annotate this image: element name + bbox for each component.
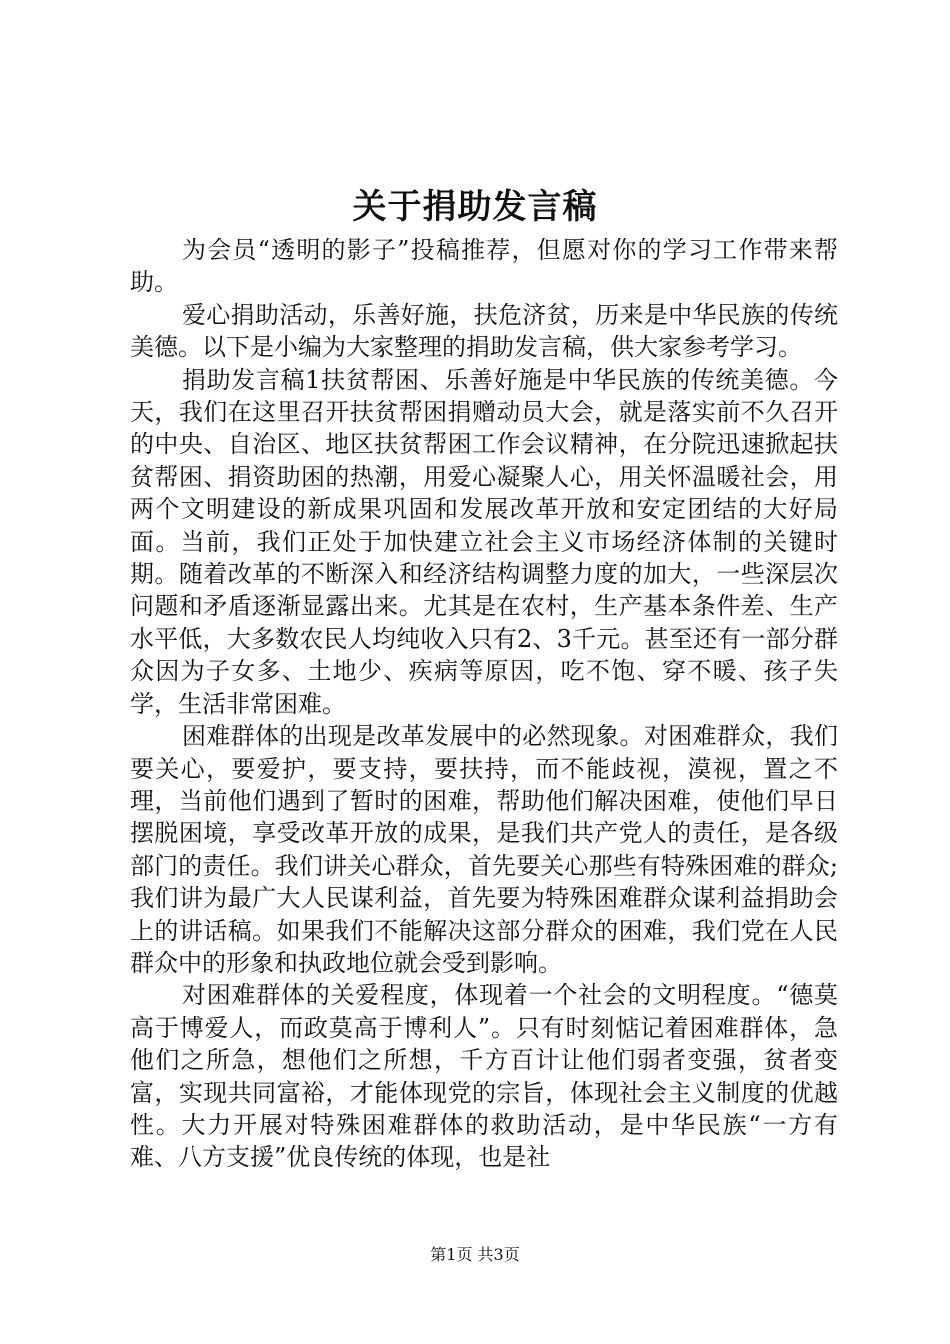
document-body — [130, 234, 838, 1174]
paragraph-summary: 爱心捐助活动，乐善好施，扶危济贫，历来是中华民族的传统美德。以下是小编为大家整理的捐助发言稿，供大家参考学习。 — [130, 300, 838, 362]
paragraph-speech-1: 捐助发言稿1扶贫帮困、乐善好施是中华民族的传统美德。今天，我们在这里召开扶贫帮困捐赠动员大会，就是落实前不久召开的中央、自治区、地区扶贫帮困工作会议精神，在分院迅速掀起扶贫帮困、捐资助困的热潮，用爱心凝聚人心，用关怀温暖社会，用两个文明建设的新成果巩固和发展改革开放和安定团结的大好局面。当前，我们正处于加快建立社会主义市场经济体制的关键时期。随着改革的不断深入和经济结构调整力度的加大，一些深层次问题和矛盾逐渐显露出来。尤其是在农村，生产基本条件差、生产水平低，大多数农民人均纯收入只有2、3千元。甚至还有一部分群众因为子女多、土地少、疾病等原因，吃不饱、穿不暖、孩子失学，生活非常困难。 — [130, 365, 838, 718]
paragraph-intro: 为会员“透明的影子”投稿推荐，但愿对你的学习工作带来帮助。 — [130, 236, 838, 297]
paragraph-difficult-groups: 困难群体的出现是改革发展中的必然现象。对困难群众，我们要关心，要爱护，要支持，要扶持，而不能歧视，漠视，置之不理，当前他们遇到了暂时的困难，帮助他们解决困难，使他们早日摆脱困境，享受改革开放的成果，是我们共产党人的责任，是各级部门的责任。我们讲关心群众，首先要关心那些有特殊困难的群众;我们讲为最广大人民谋利益，首先要为特殊困难群众谋利益捐助会上的讲话稿。如果我们不能解决这部分群众的困难，我们党在人民群众中的形象和执政地位就会受到影响。 — [130, 722, 838, 977]
paragraph-care-level: 对困难群体的关爱程度，体现着一个社会的文明程度。“德莫高于博爱人，而政莫高于博利人”。只有时刻惦记着困难群体，急他们之所急，想他们之所想，千方百计让他们弱者变强，贫者变富，实现共同富裕，才能体现党的宗旨，体现社会主义制度的优越性。大力开展对特殊困难群体的救助活动，是中华民族“一方有难、八方支援”优良传统的体现，也是社 — [130, 981, 838, 1172]
page-number-footer: 第1页 共3页 — [430, 1245, 520, 1264]
document-title: 关于捐助发言稿 — [352, 187, 598, 227]
